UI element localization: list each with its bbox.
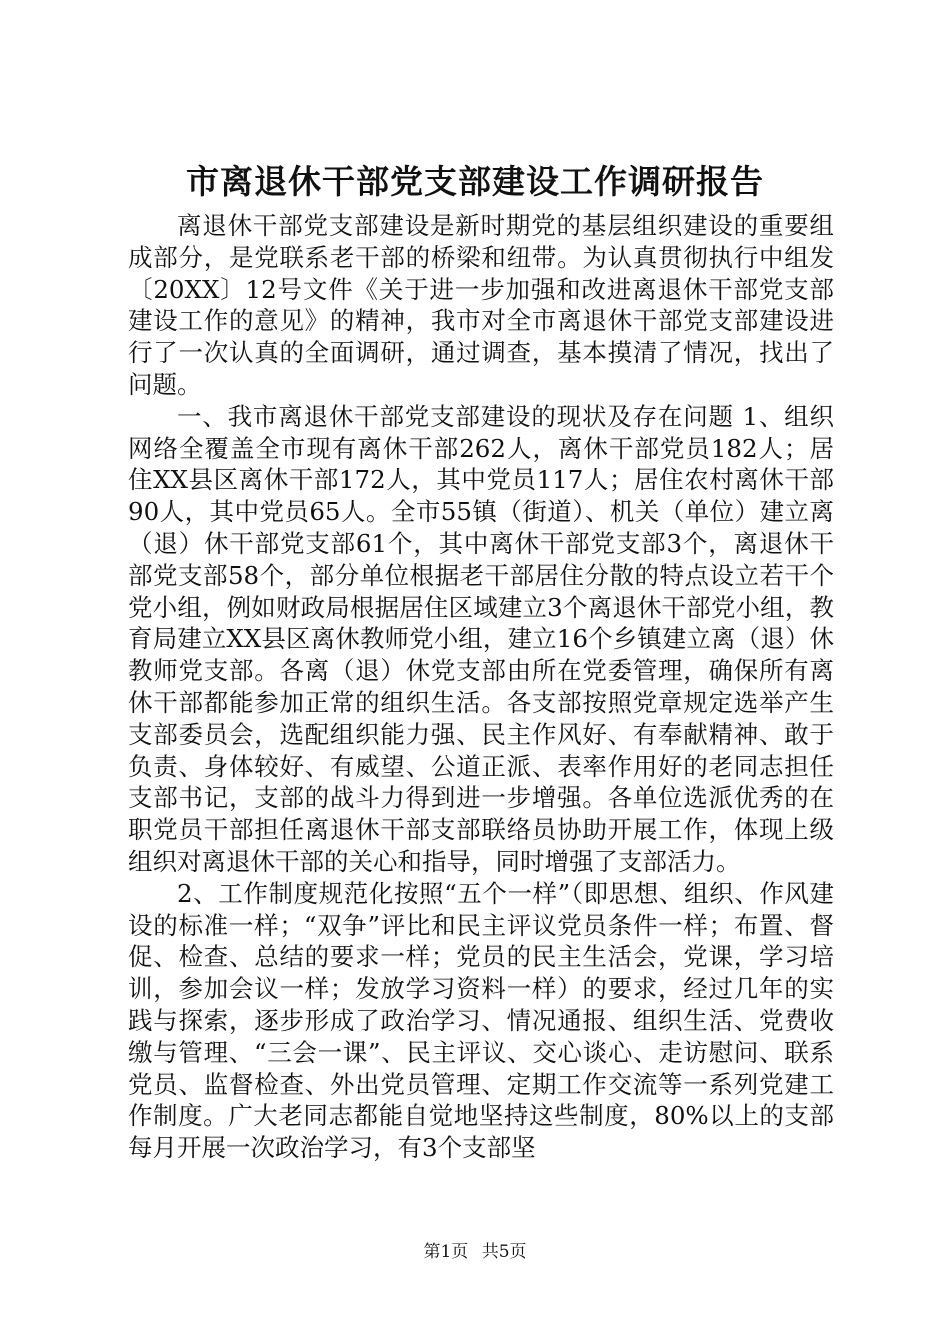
page-footer — [0, 1241, 950, 1263]
document-title: 市离退休干部党支部建设工作调研报告 — [186, 162, 764, 201]
paragraph-section-two: 2、工作制度规范化按照“五个一样”（即思想、组织、作风建设的标准一样；“双争”评比和民主评议党员条件一样；布置、督促、检查、总结的要求一样；党员的民主生活会，党课，学习培训，参加会议一样；发放学习资料一样）的要求，经过几年的实践与探索，逐步形成了政治学习、情况通报、组织生活、党费收缴与管理、“三会一课”、民主评议、交心谈心、走访慰问、联系党员、监督检查、外出党员管理、定期工作交流等一系列党建工作制度。广大老同志都能自觉地坚持这些制度，80%以上的支部每月开展一次政治学习，有3个支部坚 — [128, 878, 834, 1163]
page-total: 共5页 — [481, 1242, 527, 1262]
document-body — [128, 210, 834, 1164]
page-number: 第1页 — [423, 1242, 469, 1262]
paragraph-section-one: 一、我市离退休干部党支部建设的现状及存在问题 1、组织网络全覆盖全市现有离休干部262人，离休干部党员182人；居住XX县区离休干部172人，其中党员117人；居住农村离休干部90人，其中党员65人。全市55镇（街道）、机关（单位）建立离（退）休干部党支部61个，其中离休干部党支部3个，离退休干部党支部58个，部分单位根据老干部居住分散的特点设立若干个党小组，例如财政局根据居住区域建立3个离退休干部党小组，教育局建立XX县区离休教师党小组，建立16个乡镇建立离（退）休教师党支部。各离（退）休党支部由所在党委管理，确保所有离休干部都能参加正常的组织生活。各支部按照党章规定选举产生支部委员会，选配组织能力强、民主作风好、有奉献精神、敢于负责、身体较好、有威望、公道正派、表率作用好的老同志担任支部书记，支部的战斗力得到进一步增强。各单位选派优秀的在职党员干部担任离退休干部支部联络员协助开展工作，体现上级组织对离退休干部的关心和指导，同时增强了支部活力。 — [128, 401, 834, 876]
paragraph-intro: 离退休干部党支部建设是新时期党的基层组织建设的重要组成部分，是党联系老干部的桥梁和纽带。为认真贯彻执行中组发〔20XX〕12号文件《关于进一步加强和改进离退休干部党支部建设工作的意见》的精神，我市对全市离退休干部党支部建设进行了一次认真的全面调研，通过调查，基本摸清了情况，找出了问题。 — [128, 211, 834, 399]
